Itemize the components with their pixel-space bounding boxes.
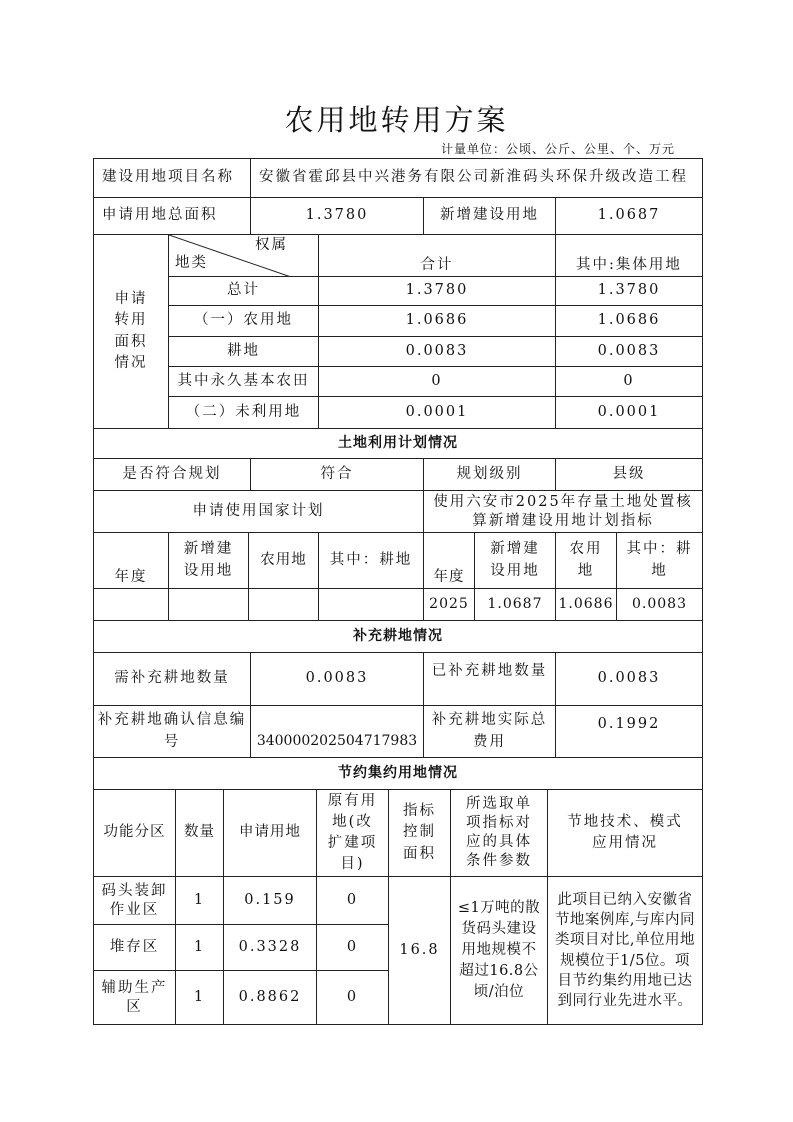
cell: 0.3328: [224, 925, 317, 971]
header: 新增建设用地: [169, 533, 249, 589]
table-row: [94, 306, 703, 337]
header: 功能分区: [94, 790, 176, 877]
cell: [94, 589, 169, 621]
id-label: 补充耕地确认信息编号: [94, 706, 251, 758]
cell: 0: [317, 877, 389, 925]
cell: 1: [176, 877, 224, 925]
cell: 辅助生产区: [94, 971, 176, 1025]
cell: 码头装卸作业区: [94, 877, 176, 925]
section-saving: 节约集约用地情况: [94, 758, 703, 790]
cell: 0: [317, 925, 389, 971]
corner-top: 权属: [255, 237, 288, 253]
cell: 0.0083: [617, 589, 703, 621]
cell: 0: [556, 367, 703, 397]
cell: 耕地: [169, 337, 319, 367]
corner-bottom: 地类: [175, 254, 208, 271]
cell: 0.0001: [556, 397, 703, 429]
header: 新增建设用地: [475, 533, 556, 589]
condition-params: ≤1万吨的散货码头建设用地规模不超过16.8公顷/泊位: [451, 877, 548, 1025]
fit-value: 符合: [251, 459, 424, 491]
fit-label: 是否符合规划: [94, 459, 251, 491]
plan-table: [93, 428, 703, 533]
table-row: [94, 367, 703, 397]
supplement-table: [93, 620, 703, 790]
new-land-label: 新增建设用地: [424, 198, 556, 235]
project-name-value: 安徽省霍邱县中兴港务有限公司新淮码头环保升级改造工程: [251, 159, 703, 198]
cell: 1: [176, 971, 224, 1025]
cell: 1.0686: [556, 589, 617, 621]
cell: 1.0686: [319, 306, 556, 337]
total-area-value: 1.3780: [251, 198, 424, 235]
cost-value: 0.1992: [556, 706, 703, 758]
cell: 0.159: [224, 877, 317, 925]
page-title: 农用地转用方案: [284, 103, 509, 137]
local-plan: 使用六安市2025年存量土地处置核算新增建设用地计划指标: [424, 491, 703, 533]
header: 其中：耕地: [617, 533, 703, 589]
done-value: 0.0083: [556, 653, 703, 706]
header: 其中：耕地: [319, 533, 424, 589]
header: 数量: [176, 790, 224, 877]
table-row: [94, 337, 703, 367]
need-label: 需补充耕地数量: [94, 653, 251, 706]
cell: 1.3780: [319, 277, 556, 306]
table-row: [94, 397, 703, 429]
header: 原有用地(改扩建项目): [317, 790, 389, 877]
unit-note: 计量单位：公顷、公斤、公里、个、万元: [440, 142, 675, 156]
cell: [249, 589, 319, 621]
header: 年度: [424, 533, 475, 589]
col-collective: 其中:集体用地: [556, 235, 703, 277]
total-area-label: 申请用地总面积: [94, 198, 251, 235]
cell: 0.0083: [556, 337, 703, 367]
project-table: [93, 158, 703, 235]
new-land-value: 1.0687: [556, 198, 703, 235]
cell: 其中永久基本农田: [169, 367, 319, 397]
cell: [319, 589, 424, 621]
col-total: 合计: [319, 235, 556, 277]
cell: 1.3780: [556, 277, 703, 306]
corner-header: [169, 235, 319, 277]
cell: 0.0001: [319, 397, 556, 429]
cell: 1.0686: [556, 306, 703, 337]
header: 所选取单项指标对应的具体条件参数: [451, 790, 548, 877]
project-name-label: 建设用地项目名称: [94, 159, 251, 198]
conversion-side-label: 申请转用面积情况: [94, 235, 169, 429]
tech-application: 此项目已纳入安徽省节地案例库,与库内同类项目对比,单位用地规模位于1/5位。项目节约集约用地已达到同行业先进水平。: [548, 877, 703, 1025]
level-label: 规划级别: [424, 459, 556, 491]
cost-label: 补充耕地实际总费用: [424, 706, 556, 758]
plan-detail-table: [93, 532, 703, 621]
cell: 0.0083: [319, 337, 556, 367]
level-value: 县级: [556, 459, 703, 491]
cell: 总计: [169, 277, 319, 306]
control-area: 16.8: [389, 877, 451, 1025]
header: 年度: [94, 533, 169, 589]
table-row: [94, 589, 703, 621]
header: 农用地: [249, 533, 319, 589]
conversion-table: [93, 234, 703, 429]
cell: 0: [319, 367, 556, 397]
table-row: [94, 877, 703, 925]
cell: 0.8862: [224, 971, 317, 1025]
header: 农用地: [556, 533, 617, 589]
section-supplement: 补充耕地情况: [94, 621, 703, 653]
cell: 堆存区: [94, 925, 176, 971]
cell: 1: [176, 925, 224, 971]
cell: （二）未利用地: [169, 397, 319, 429]
national-plan: 申请使用国家计划: [94, 491, 424, 533]
id-value: 340000202504717983: [251, 706, 424, 758]
cell: 1.0687: [475, 589, 556, 621]
cell: 0: [317, 971, 389, 1025]
header: 申请用地: [224, 790, 317, 877]
section-plan: 土地利用计划情况: [94, 429, 703, 459]
saving-table: [93, 789, 703, 1025]
cell: 2025: [424, 589, 475, 621]
done-label: 已补充耕地数量: [424, 653, 556, 706]
table-row: [94, 277, 703, 306]
cell: [169, 589, 249, 621]
header: 指标控制面积: [389, 790, 451, 877]
header: 节地技术、模式应用情况: [548, 790, 703, 877]
need-value: 0.0083: [251, 653, 424, 706]
cell: （一）农用地: [169, 306, 319, 337]
